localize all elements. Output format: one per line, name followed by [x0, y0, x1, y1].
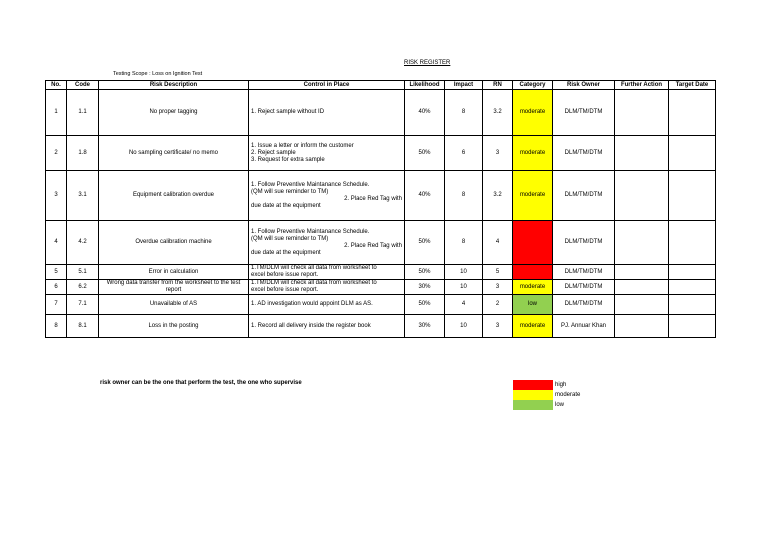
control-line: 2. Reject sample: [251, 149, 296, 156]
control-in-place: [249, 295, 405, 315]
table-header-row: [46, 81, 716, 90]
table-row: [46, 315, 716, 338]
control-in-place: [249, 265, 405, 280]
table-row: [46, 265, 716, 280]
table-row: [46, 280, 716, 295]
risk-description: Equipment calibration overdue: [99, 171, 249, 221]
row-number: 4: [46, 221, 67, 265]
column-header: Impact: [445, 81, 483, 90]
risk-description: Overdue calibration machine: [99, 221, 249, 265]
further-action: [615, 171, 669, 221]
row-number: 5: [46, 265, 67, 280]
risk-code: 1.8: [67, 136, 99, 171]
row-number: 7: [46, 295, 67, 315]
control-line: 1. Issue a letter or inform the customer: [251, 142, 354, 149]
column-header: Code: [67, 81, 99, 90]
target-date: [669, 280, 716, 295]
risk-code: 3.1: [67, 171, 99, 221]
legend-swatch-low: [513, 400, 553, 410]
control-in-place: [249, 221, 405, 265]
control-line: excel before issue report.: [251, 272, 319, 278]
risk-description: No sampling certificate/ no memo: [99, 136, 249, 171]
impact: 10: [445, 315, 483, 338]
impact: 10: [445, 280, 483, 295]
category-badge: moderate: [513, 315, 553, 338]
category-badge: moderate: [513, 90, 553, 136]
category-badge: moderate: [513, 280, 553, 295]
legend-label: high: [555, 382, 567, 388]
risk-owner: DLM/TM/DTM: [553, 280, 615, 295]
target-date: [669, 136, 716, 171]
likelihood: 50%: [405, 295, 445, 315]
control-line: due date at the equipment: [251, 249, 321, 256]
risk-description: Wrong data transfer from the worksheet to the test report: [99, 280, 249, 295]
risk-code: 1.1: [67, 90, 99, 136]
testing-scope: Testing Scope : Loss on Ignition Test: [113, 71, 203, 77]
likelihood: 40%: [405, 171, 445, 221]
control-line: 2. Place Red Tag with: [344, 195, 402, 202]
control-line: 1. Follow Preventive Maintanance Schedule.: [251, 228, 370, 235]
risk-number: 3: [483, 280, 513, 295]
likelihood: 50%: [405, 136, 445, 171]
risk-owner: PJ. Annuar Khan: [553, 315, 615, 338]
control-in-place: [249, 90, 405, 136]
impact: 4: [445, 295, 483, 315]
risk-description: Error in calculation: [99, 265, 249, 280]
column-header: Category: [513, 81, 553, 90]
target-date: [669, 295, 716, 315]
column-header: Control in Place: [249, 81, 405, 90]
row-number: 8: [46, 315, 67, 338]
risk-number: 2: [483, 295, 513, 315]
page-title: RISK REGISTER: [404, 60, 451, 66]
category-badge: moderate: [513, 171, 553, 221]
control-line: 1. AD investigation would appoint DLM as AS.: [251, 301, 373, 307]
target-date: [669, 171, 716, 221]
control-line: 1. Record all delivery inside the register book: [251, 322, 371, 329]
target-date: [669, 221, 716, 265]
control-in-place: [249, 315, 405, 338]
control-line: 3. Request for extra sample: [251, 156, 325, 163]
risk-description: Loss in the posting: [99, 315, 249, 338]
target-date: [669, 90, 716, 136]
risk-owner: DLM/TM/DTM: [553, 295, 615, 315]
risk-number: 5: [483, 265, 513, 280]
further-action: [615, 136, 669, 171]
column-header: Risk Owner: [553, 81, 615, 90]
further-action: [615, 265, 669, 280]
row-number: 3: [46, 171, 67, 221]
control-line: excel before issue report.: [251, 287, 319, 293]
control-line: 1.TM/DLM will check all data from worksheet to: [251, 265, 377, 271]
likelihood: 50%: [405, 221, 445, 265]
table-row: [46, 136, 716, 171]
category-legend: [513, 380, 580, 410]
impact: 6: [445, 136, 483, 171]
row-number: 1: [46, 90, 67, 136]
target-date: [669, 315, 716, 338]
category-badge: low: [513, 295, 553, 315]
legend-swatch-high: [513, 380, 553, 390]
target-date: [669, 265, 716, 280]
risk-table-body: [46, 90, 716, 338]
risk-register-table: [45, 80, 716, 338]
risk-number: 3: [483, 136, 513, 171]
likelihood: 50%: [405, 265, 445, 280]
column-header: Target Date: [669, 81, 716, 90]
control-line: 1.TM/DLM will check all data from worksheet to: [251, 280, 377, 286]
further-action: [615, 315, 669, 338]
legend-item-low: [513, 400, 580, 410]
category-badge: high: [513, 265, 553, 280]
control-line: 1. Follow Preventive Maintanance Schedule.: [251, 181, 370, 188]
control-line: due date at the equipment: [251, 202, 321, 209]
risk-description: Unavailable of AS: [99, 295, 249, 315]
risk-code: 4.2: [67, 221, 99, 265]
risk-number: 4: [483, 221, 513, 265]
further-action: [615, 280, 669, 295]
control-line: (QM will sue reminder to TM): [251, 235, 329, 242]
risk-number: 3.2: [483, 90, 513, 136]
column-header: Likelihood: [405, 81, 445, 90]
further-action: [615, 90, 669, 136]
table-row: [46, 295, 716, 315]
table-row: [46, 171, 716, 221]
risk-code: 6.2: [67, 280, 99, 295]
legend-item-moderate: [513, 390, 580, 400]
further-action: [615, 295, 669, 315]
risk-code: 8.1: [67, 315, 99, 338]
control-line: (QM will sue reminder to TM): [251, 188, 329, 195]
legend-label: moderate: [555, 392, 581, 398]
risk-owner: DLM/TM/DTM: [553, 265, 615, 280]
risk-code: 5.1: [67, 265, 99, 280]
control-in-place: [249, 136, 405, 171]
risk-owner: DLM/TM/DTM: [553, 136, 615, 171]
impact: 8: [445, 171, 483, 221]
column-header: Further Action: [615, 81, 669, 90]
risk-number: 3: [483, 315, 513, 338]
row-number: 6: [46, 280, 67, 295]
likelihood: 30%: [405, 315, 445, 338]
likelihood: 40%: [405, 90, 445, 136]
row-number: 2: [46, 136, 67, 171]
impact: 10: [445, 265, 483, 280]
column-header: RN: [483, 81, 513, 90]
column-header: Risk Description: [99, 81, 249, 90]
impact: 8: [445, 90, 483, 136]
category-badge: moderate: [513, 136, 553, 171]
impact: 8: [445, 221, 483, 265]
control-in-place: [249, 280, 405, 295]
legend-label: low: [555, 402, 565, 408]
table-row: [46, 221, 716, 265]
risk-owner: DLM/TM/DTM: [553, 171, 615, 221]
table-row: [46, 90, 716, 136]
risk-owner-note: risk owner can be the one that perform the test, the one who supervise: [100, 380, 302, 386]
legend-swatch-moderate: [513, 390, 553, 400]
control-line: 2. Place Red Tag with: [344, 242, 402, 249]
legend-item-high: [513, 380, 580, 390]
column-header: No.: [46, 81, 67, 90]
likelihood: 30%: [405, 280, 445, 295]
control-in-place: [249, 171, 405, 221]
category-badge: high: [513, 221, 553, 265]
risk-description: No proper tagging: [99, 90, 249, 136]
further-action: [615, 221, 669, 265]
risk-owner: DLM/TM/DTM: [553, 90, 615, 136]
control-line: 1. Reject sample without ID: [251, 109, 325, 115]
risk-owner: DLM/TM/DTM: [553, 221, 615, 265]
risk-code: 7.1: [67, 295, 99, 315]
risk-number: 3.2: [483, 171, 513, 221]
